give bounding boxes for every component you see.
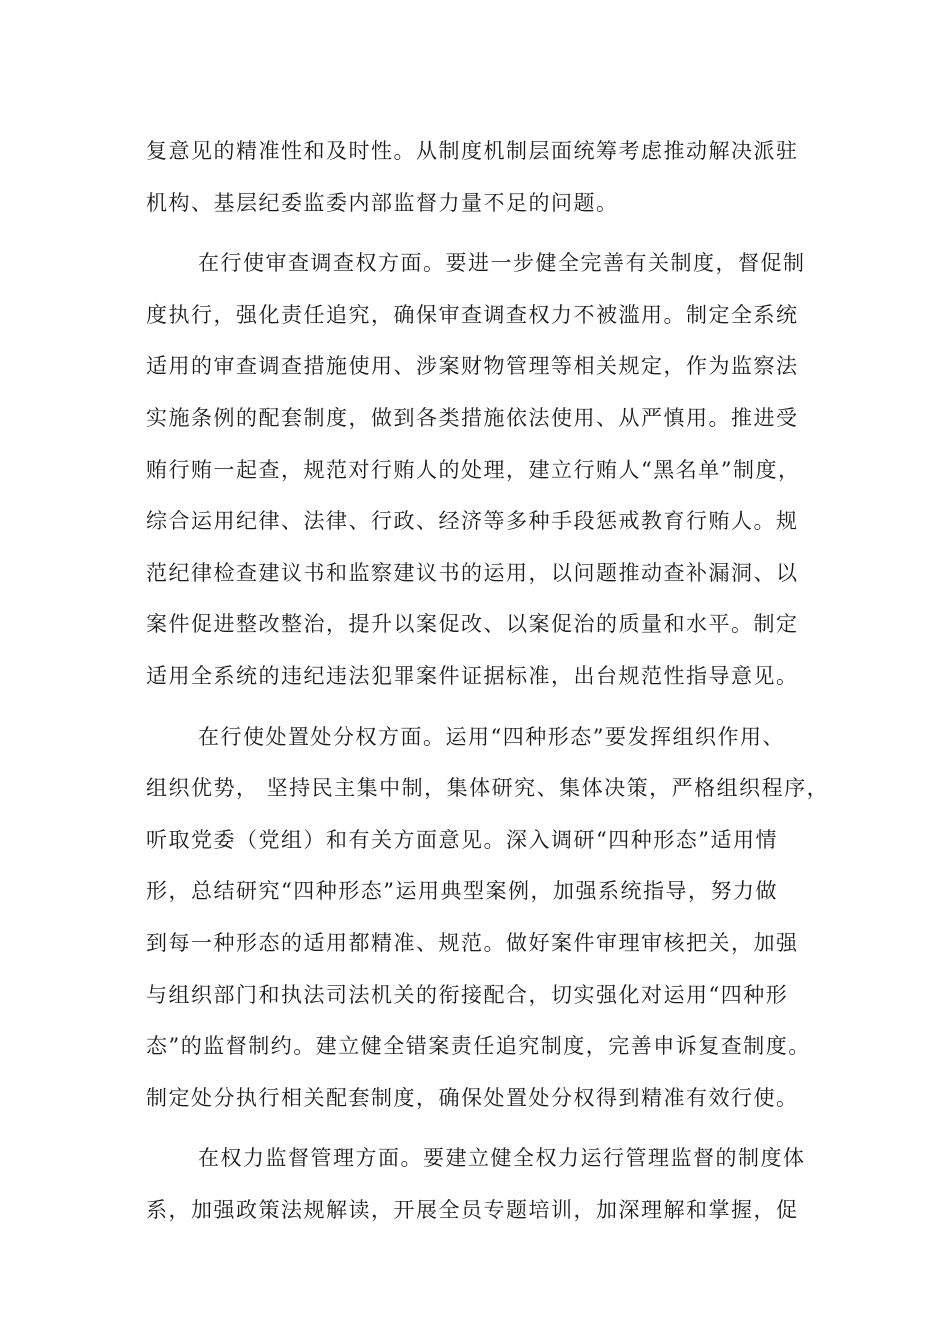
document-body	[146, 126, 830, 1236]
text-line: 机构、基层纪委监委内部监督力量不足的问题。	[146, 190, 619, 215]
text-line: 与组织部门和执法司法机关的衔接配合，切实强化对运用“四种形	[146, 982, 789, 1007]
text-line: 在行使审查调查权方面。要进一步健全完善有关制度，督促制	[198, 251, 806, 276]
text-line: 范纪律检查建议书和监察建议书的运用，以问题推动查补漏洞、以	[146, 560, 799, 585]
text-line: 复意见的精准性和及时性。从制度机制层面统筹考虑推动解决派驻	[146, 139, 799, 163]
text-line: 系，加强政策法规解读，开展全员专题培训，加深理解和掌握，促	[146, 1197, 799, 1222]
text-line: 适用全系统的违纪违法犯罪案件证据标准，出台规范性指导意见。	[146, 663, 799, 688]
text-line: 到每一种形态的适用都精准、规范。做好案件审理审核把关，加强	[146, 930, 799, 955]
text-line: 在权力监督管理方面。要建立健全权力运行管理监督的制度体	[198, 1146, 806, 1171]
text-line: 组织优势， 坚持民主集中制，集体研究、集体决策，严格组织程序，	[146, 776, 830, 801]
paragraph	[146, 126, 818, 229]
paragraph	[146, 712, 830, 1125]
text-line: 案件促进整改整治，提升以案促改、以案促治的质量和水平。制定	[146, 612, 799, 637]
text-line: 度执行，强化责任追究，确保审查调查权力不被滥用。制定全系统	[146, 302, 799, 327]
text-line: 综合运用纪律、法律、行政、经济等多种手段惩戒教育行贿人。规	[146, 509, 799, 534]
text-line: 制定处分执行相关配套制度，确保处置处分权得到精准有效行使。	[146, 1085, 799, 1110]
text-line: 在行使处置处分权方面。运用“四种形态”要发挥组织作用、	[198, 724, 785, 749]
text-line: 听取党委（党组）和有关方面意见。深入调研“四种形态”适用情	[146, 827, 778, 852]
text-line: 实施条例的配套制度，做到各类措施依法使用、从严慎用。推进受	[146, 405, 799, 430]
paragraph	[146, 238, 818, 702]
text-line: 形，总结研究“四种形态”运用典型案例，加强系统指导，努力做	[146, 879, 778, 904]
text-line: 适用的审查调查措施使用、涉案财物管理等相关规定，作为监察法	[146, 354, 799, 379]
paragraph	[146, 1133, 818, 1236]
text-line: 贿行贿一起查，规范对行贿人的处理，建立行贿人“黑名单”制度，	[146, 457, 801, 482]
text-line: 态”的监督制约。建立健全错案责任追究制度，完善申诉复查制度。	[146, 1034, 811, 1059]
